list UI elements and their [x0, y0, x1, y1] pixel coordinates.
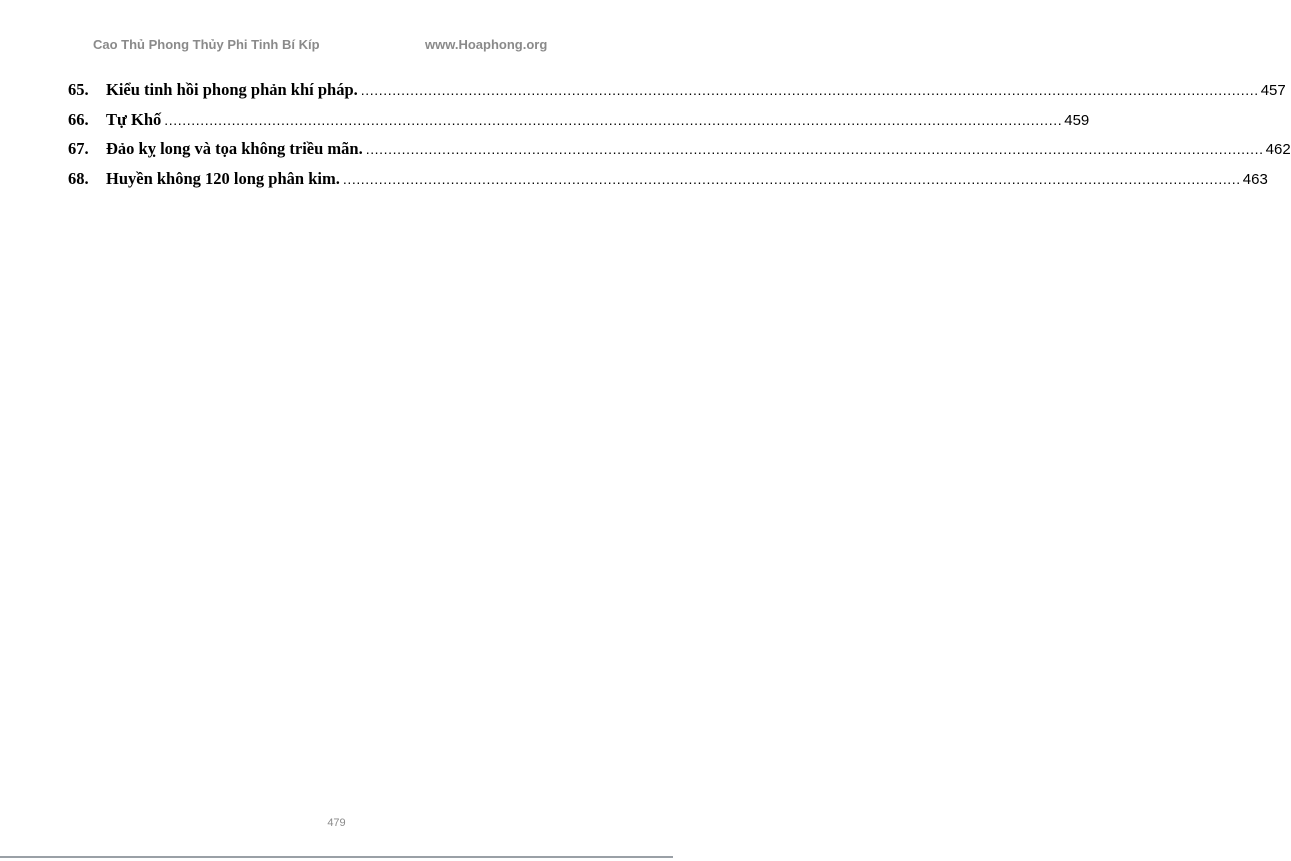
toc-entry[interactable] — [68, 105, 1090, 135]
bottom-divider — [0, 856, 673, 858]
page-number: 479 — [327, 817, 346, 829]
toc-entry-number: 67. — [68, 139, 89, 158]
header-book-title: Cao Thủ Phong Thủy Phi Tinh Bí Kíp — [93, 37, 320, 52]
toc-entry-number: 68. — [68, 168, 89, 188]
toc-dot-leader: ........................................................................................................................................................................................................ — [365, 141, 1264, 157]
toc-dot-leader: ........................................................................................................................................................................................................ — [164, 111, 1063, 128]
toc-entry-title: Kiểu tinh hồi phong phản khí pháp. — [106, 80, 358, 99]
toc-dot-leader: ........................................................................................................................................................................................................ — [342, 170, 1241, 187]
page-header — [0, 37, 673, 57]
toc-dot-leader: ........................................................................................................................................................................................................ — [360, 82, 1259, 98]
toc-entry-title: Tự Khố — [106, 109, 162, 129]
toc-entry-page: 459 — [1064, 111, 1090, 129]
toc-entry-number: 66. — [68, 109, 89, 129]
toc-entry-number: 65. — [68, 80, 89, 99]
toc-entry[interactable] — [68, 75, 1286, 105]
toc-entry[interactable] — [68, 164, 1268, 194]
toc-entry[interactable] — [68, 134, 1291, 164]
toc-entry-page: 462 — [1265, 141, 1291, 158]
table-of-contents — [68, 75, 1291, 193]
header-website: www.Hoaphong.org — [425, 37, 548, 52]
toc-entry-title: Đảo kỵ long và tọa không triều mãn. — [106, 139, 363, 158]
toc-entry-page: 457 — [1260, 82, 1286, 99]
toc-entry-title: Huyền không 120 long phân kim. — [106, 168, 340, 188]
toc-entry-page: 463 — [1242, 170, 1268, 188]
